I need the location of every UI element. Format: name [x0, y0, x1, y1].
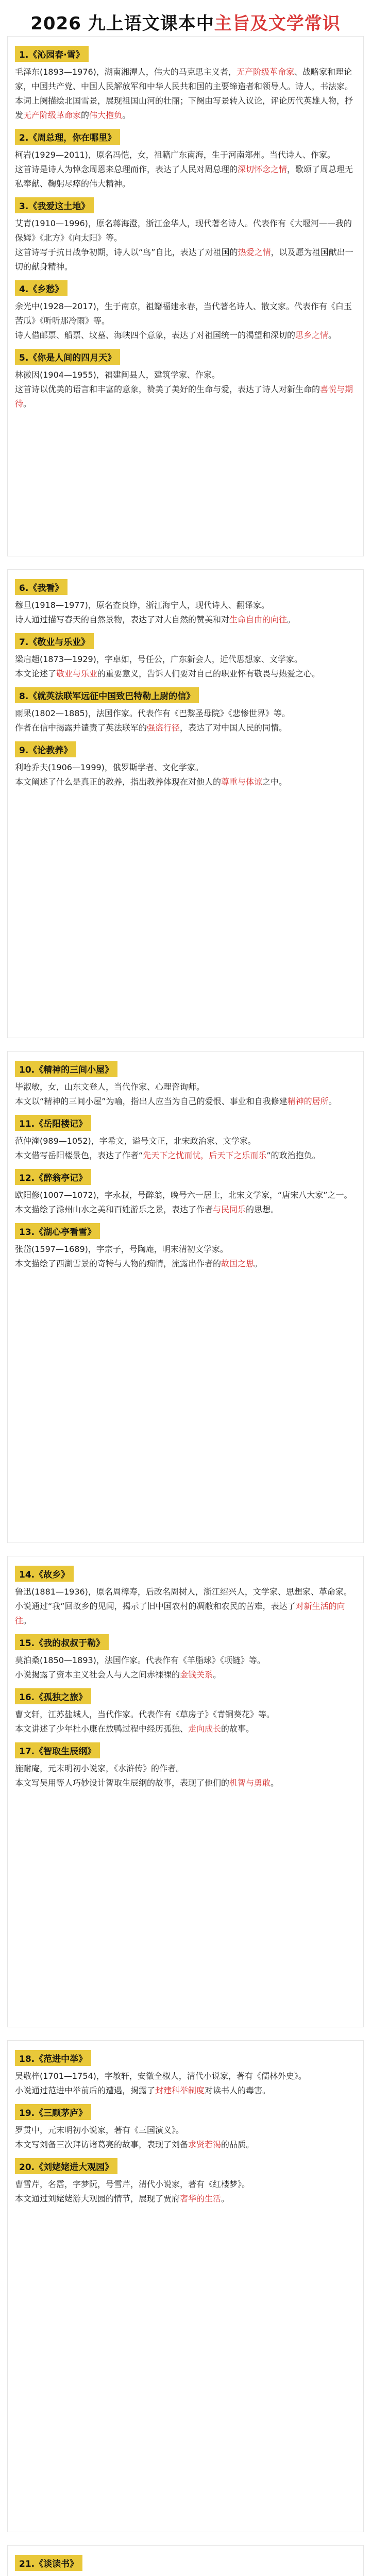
section-text: 莫泊桑(1850—1893)，法国作家。代表作有《羊脂球》《项链》等。 [15, 1655, 265, 1665]
section-text: 这首诗是诗人为悼念周恩来总理而作，表达了人民对周总理的深切怀念之情，歌颂了周总理无私奉献、鞠躬尽瘁的伟大精神。 [15, 164, 353, 189]
section-text: 本文讲述了少年杜小康在放鸭过程中经历孤独、走向成长的故事。 [15, 1724, 255, 1734]
section-heading: 12.《醉翁亭记》 [15, 1169, 91, 1185]
section-text: 本文阐述了什么是真正的教养，指出教养体现在对他人的尊重与体谅之中。 [15, 777, 288, 787]
section-heading: 11.《岳阳楼记》 [15, 1115, 91, 1131]
section-text: 本文描绘了滁州山水之美和百姓游乐之景，表达了作者与民同乐的思想。 [15, 1205, 279, 1214]
highlight-text: 与民同乐 [213, 1205, 246, 1214]
spacer [15, 681, 356, 684]
section-text: 穆旦(1918—1977)，原名查良铮，浙江海宁人，现代诗人、翻译家。 [15, 600, 269, 610]
section-text: 欧阳修(1007—1072)，字永叔，号醉翁，晚号六一居士，北宋文学家，“唐宋八大家”之一。 [15, 1190, 352, 1200]
section-text: 毛泽东(1893—1976)，湖南湘潭人，伟大的马克思主义者，无产阶级革命家、战略家和理论家，中国共产党、中国人民解放军和中华人民共和国的主要缔造者和领导人。诗人，书法家。 [15, 67, 353, 91]
spacer [15, 1163, 356, 1166]
section-text: 诗人借邮票、船票、坟墓、海峡四个意象，表达了对祖国统一的渴望和深切的思乡之情。 [15, 330, 337, 340]
section-text: 曹雪芹，名霑，字梦阮，号雪芹，清代小说家，著有《红楼梦》。 [15, 2179, 250, 2189]
spacer [15, 2206, 356, 2209]
section-text: 诗人通过描写春天的自然景物，表达了对大自然的赞美和对生命自由的向往。 [15, 615, 296, 624]
section-text: 施耐庵，元末明初小说家，《水浒传》的作者。 [15, 1764, 184, 1773]
section-text: 张岱(1597—1689)，字宗子，号陶庵，明末清初文学家。 [15, 1244, 228, 1254]
section-text [15, 2574, 356, 2576]
section-heading: 2.《周总理，你在哪里》 [15, 129, 120, 145]
section-heading: 10.《精神的三间小屋》 [15, 1061, 117, 1077]
section-heading: 9.《论教养》 [15, 741, 76, 757]
spacer [15, 123, 356, 126]
spacer [15, 1682, 356, 1685]
section-text: 这首诗以优美的语言和丰富的意象，赞美了美好的生命与爱，表达了诗人对新生命的喜悦与期待。 [15, 384, 353, 409]
section-text: 本文借写岳阳楼景色，表达了作者“先天下之忧而忧，后天下之乐而乐”的政治抱负。 [15, 1150, 321, 1160]
section-text: 雨果(1802—1885)，法国作家。代表作有《巴黎圣母院》《悲惨世界》等。 [15, 708, 290, 718]
content-card [7, 1556, 364, 2027]
spacer [15, 274, 356, 277]
highlight-text: 深切怀念之情 [238, 164, 288, 174]
highlight-text: 先天下之忧而忧，后天下之乐而乐 [143, 1150, 267, 1160]
highlight-text: 奢华的生活 [180, 2194, 222, 2204]
spacer [15, 1736, 356, 1739]
highlight-text: 金钱关系 [180, 1670, 213, 1680]
spacer [15, 1628, 356, 1631]
spacer [15, 1790, 356, 1793]
section-heading: 3.《我爱这土地》 [15, 197, 94, 213]
section-text: 这首诗写于抗日战争初期，诗人以“鸟”自比，表达了对祖国的热爱之情，以及愿为祖国献出一切的献身精神。 [15, 247, 353, 272]
section-heading: 8.《就英法联军远征中国致巴特勒上尉的信》 [15, 687, 199, 703]
highlight-text: 求贤若渴 [188, 2140, 222, 2149]
section-text: 毕淑敏，女，山东文登人，当代作家、心理咨询师。 [15, 1082, 205, 1092]
section-heading: 16.《孤独之旅》 [15, 1688, 91, 1704]
section-text: 本文写刘备三次拜访诸葛亮的故事，表现了刘备求贤若渴的品质。 [15, 2140, 255, 2149]
section-text: 本文论述了敬业与乐业的重要意义，告诉人们要对自己的职业怀有敬畏与热爱之心。 [15, 669, 321, 679]
section-text: 利哈乔夫(1906—1999)，俄罗斯学者、文化学家。 [15, 762, 204, 772]
section-text: 小说揭露了资本主义社会人与人之间赤裸裸的金钱关系。 [15, 1670, 222, 1680]
section-text: 余光中(1928—2017)，生于南京，祖籍福建永春，当代著名诗人、散文家。代表作有《白玉苦瓜》《听听那冷雨》等。 [15, 301, 352, 326]
highlight-text: 无产阶级革命家 [23, 110, 81, 120]
section-heading: 21.《谈读书》 [15, 2555, 82, 2571]
section-text: 作者在信中揭露并谴责了英法联军的强盗行径，表达了对中国人民的同情。 [15, 723, 288, 733]
section-text: 本词上阕描绘北国雪景，展现祖国山河的壮丽；下阕由写景转入议论，评论历代英雄人物，抒发无产阶级革命家的伟大抱负。 [15, 96, 353, 120]
section-heading: 4.《乡愁》 [15, 280, 68, 296]
section-text: 本文通过刘姥姥游大观园的情节，展现了贾府奢华的生活。 [15, 2194, 230, 2204]
title-prefix: 2026 九上语文课本中 [30, 13, 214, 34]
spacer [15, 2098, 356, 2101]
section-text: 本文以“精神的三间小屋”为喻，指出人应当为自己的爱恨、事业和自我修建精神的居所。 [15, 1096, 337, 1106]
highlight-text: 机智与勇敢 [229, 1778, 271, 1788]
highlight-text: 生命自由的向往 [229, 615, 288, 624]
highlight-text: 走向成长 [188, 1724, 222, 1734]
section-heading: 5.《你是人间的四月天》 [15, 349, 120, 365]
spacer [15, 789, 356, 792]
content-card [7, 2545, 364, 2576]
highlight-text: 故国之思 [221, 1259, 255, 1268]
content-card [7, 569, 364, 1038]
highlight-text: 热爱之情 [238, 247, 271, 257]
section-heading: 6.《我看》 [15, 579, 68, 595]
title-highlight: 主旨及文学常识 [214, 13, 341, 34]
spacer [15, 343, 356, 346]
section-heading: 15.《我的叔叔于勒》 [15, 1634, 109, 1650]
highlight-text: 对新生活的向往 [15, 1601, 345, 1625]
highlight-text: 精神的居所 [287, 1096, 329, 1106]
content-card [7, 36, 364, 556]
section-text: 罗贯中，元末明初小说家，著有《三国演义》。 [15, 2125, 184, 2135]
highlight-text: 思乡之情 [295, 330, 329, 340]
section-heading: 20.《刘姥姥进大观园》 [15, 2158, 117, 2174]
section-heading: 7.《敬业与乐业》 [15, 633, 94, 649]
section-text: 吴敬梓(1701—1754)，字敏轩，安徽全椒人，清代小说家，著有《儒林外史》。 [15, 2071, 307, 2081]
highlight-text: 敬业与乐业 [56, 669, 98, 679]
section-text: 范仲淹(989—1052)，字希文，谥号文正，北宋政治家、文学家。 [15, 1136, 256, 1146]
highlight-text: 尊重与体谅 [221, 777, 263, 787]
section-text: 鲁迅(1881—1936)，原名周樟寿，后改名周树人，浙江绍兴人，文学家、思想家、革命家。 [15, 1587, 352, 1597]
section-text: 艾青(1910—1996)，原名蒋海澄，浙江金华人，现代著名诗人。代表作有《大堰河——我的保姆》《北方》《向太阳》等。 [15, 218, 352, 243]
section-text: 本文写吴用等人巧妙设计智取生辰纲的故事，表现了他们的机智与勇敢。 [15, 1778, 279, 1788]
section-text: 林徽因(1904—1955)，福建闽县人，建筑学家、作家。 [15, 370, 220, 380]
spacer [15, 627, 356, 630]
section-heading: 13.《湖心亭看雪》 [15, 1223, 100, 1239]
section-text: 本文描绘了西湖雪景的奇特与人物的痴情，流露出作者的故国之思。 [15, 1259, 263, 1268]
highlight-text: 封建科举制度 [155, 2086, 205, 2095]
highlight-text: 无产阶级革命家 [236, 67, 294, 77]
section-text: 柯岩(1929—2011)，原名冯恺，女，祖籍广东南海，生于河南郑州。当代诗人、作家。 [15, 150, 335, 160]
highlight-text: 伟大抱负 [89, 110, 123, 120]
spacer [15, 1271, 356, 1274]
section-text: 梁启超(1873—1929)，字卓如，号任公，广东新会人，近代思想家、文学家。 [15, 654, 302, 664]
spacer [15, 1217, 356, 1220]
spacer [15, 191, 356, 194]
highlight-text: 喜悦与期待 [15, 384, 353, 409]
section-heading: 14.《故乡》 [15, 1566, 74, 1582]
spacer [15, 411, 356, 414]
section-heading: 1.《沁园春·雪》 [15, 46, 89, 62]
content-card [7, 2040, 364, 2532]
section-text: 曹文轩，江苏盐城人，当代作家。代表作有《草房子》《青铜葵花》等。 [15, 1709, 275, 1719]
section-text: 小说通过“我”回故乡的见闻，揭示了旧中国农村的凋敝和农民的苦难，表达了对新生活的向往。 [15, 1601, 345, 1625]
section-heading: 17.《智取生辰纲》 [15, 1742, 100, 1758]
highlight-text: 强盗行径 [147, 723, 180, 733]
section-text: 小说通过范进中举前后的遭遇，揭露了封建科举制度对读书人的毒害。 [15, 2086, 271, 2095]
spacer [15, 2152, 356, 2155]
spacer [15, 1109, 356, 1112]
content-card [7, 1051, 364, 1543]
section-heading: 18.《范进中举》 [15, 2050, 91, 2066]
spacer [15, 735, 356, 738]
page-title [0, 0, 371, 40]
section-heading: 19.《三顾茅庐》 [15, 2104, 91, 2120]
